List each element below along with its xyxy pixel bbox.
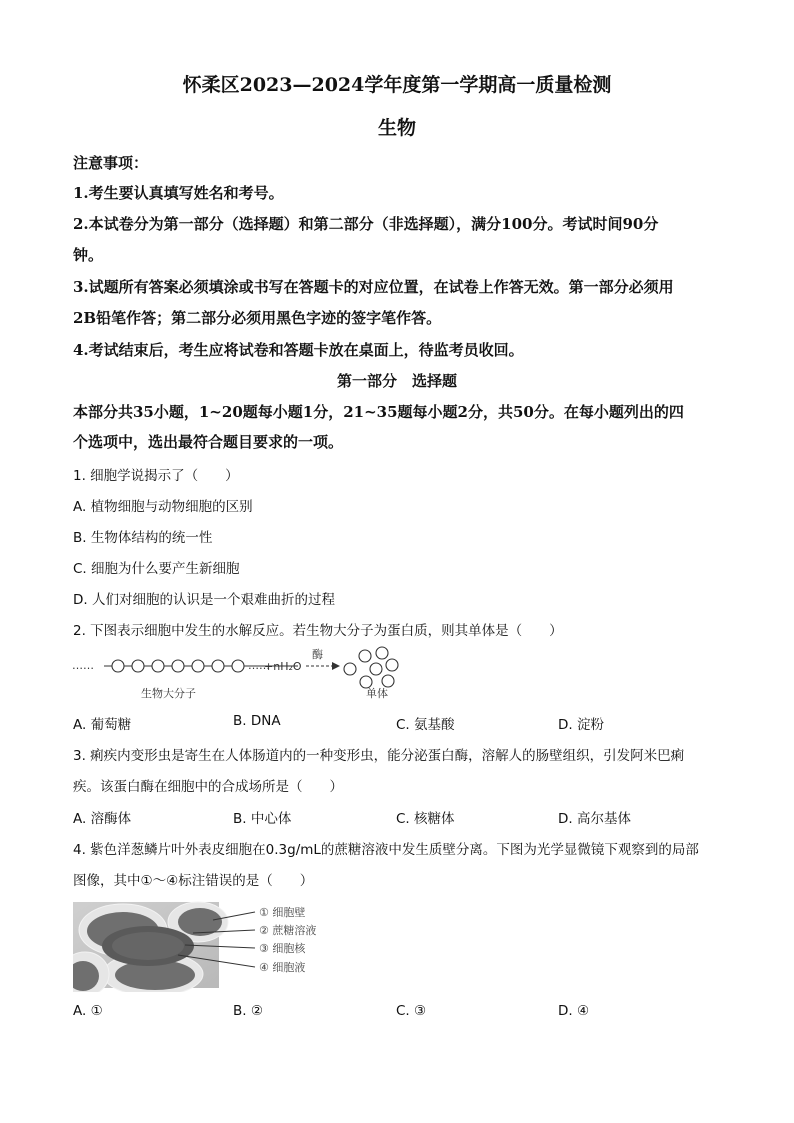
label-sucrose: ② 蔗糖溶液 — [259, 924, 317, 937]
section-intro-line: 本部分共35小题，1~20题每小题1分，21~35题每小题2分，共50分。在每小题列出的四 — [73, 403, 684, 421]
label-cell-wall: ① 细胞壁 — [259, 906, 306, 919]
option-b: B. 中心体 — [233, 811, 292, 827]
question-stem: 4. 紫色洋葱鳞片叶外表皮细胞在0.3g/mL的蔗糖溶液中发生质壁分离。下图为光学显微镜下观察到的局部 — [73, 842, 699, 858]
question-stem: 3. 痢疾内变形虫是寄生在人体肠道内的一种变形虫，能分泌蛋白酶，溶解人的肠壁组织，引发阿米巴痢 — [73, 748, 685, 764]
monomers — [344, 647, 398, 688]
question-stem: 图像，其中①～④标注错误的是（ ） — [73, 873, 314, 889]
macromolecule-label: 生物大分子 — [141, 687, 196, 700]
option-a: A. 溶酶体 — [73, 811, 132, 827]
option-c: C. ③ — [396, 1003, 427, 1019]
option-d: D. 高尔基体 — [558, 811, 631, 827]
note-line: 3.试题所有答案必须填涂或书写在答题卡的对应位置，在试卷上作答无效。第一部分必须用 — [73, 278, 674, 296]
micrograph-figure — [73, 900, 353, 992]
option-c: C. 核糖体 — [396, 811, 455, 827]
hydrolysis-figure — [70, 645, 410, 707]
option-d: D. ④ — [558, 1003, 590, 1019]
option-a: A. 葡萄糖 — [73, 717, 132, 733]
question-stem: 2. 下图表示细胞中发生的水解反应。若生物大分子为蛋白质，则其单体是（ ） — [73, 623, 563, 639]
option-d: D. 人们对细胞的认识是一个艰难曲折的过程 — [73, 592, 335, 608]
note-line: 4.考试结束后，考生应将试卷和答题卡放在桌面上，待监考员收回。 — [73, 341, 524, 359]
option-c: C. 氨基酸 — [396, 717, 455, 733]
option-a: A. ① — [73, 1003, 103, 1019]
dots-label: …… — [72, 659, 94, 672]
monomer-label: 单体 — [366, 687, 388, 700]
note-line: 2B铅笔作答；第二部分必须用黑色字迹的签字笔作答。 — [73, 309, 442, 327]
note-line: 2.本试卷分为第一部分（选择题）和第二部分（非选择题），满分100分。考试时间90分 — [73, 215, 659, 233]
label-cell-sap: ④ 细胞液 — [259, 961, 306, 974]
option-a: A. 植物细胞与动物细胞的区别 — [73, 499, 253, 515]
note-line: 1.考生要认真填写姓名和考号。 — [73, 184, 284, 202]
option-b: B. DNA — [233, 713, 281, 729]
exam-title: 怀柔区2023—2024学年度第一学期高一质量检测 — [182, 74, 612, 96]
section-intro-line: 个选项中，选出最符合题目要求的一项。 — [73, 433, 344, 451]
label-nucleus: ③ 细胞核 — [259, 942, 306, 955]
enzyme-label: 酶 — [312, 648, 323, 661]
option-b: B. 生物体结构的统一性 — [73, 530, 213, 546]
macromolecule-chain — [112, 660, 244, 672]
dots-label: …… — [248, 659, 270, 672]
question-stem: 疾。该蛋白酶在细胞中的合成场所是（ ） — [73, 779, 343, 795]
notes-heading: 注意事项： — [73, 154, 149, 172]
section-title: 第一部分 选择题 — [336, 372, 457, 390]
question-stem: 1. 细胞学说揭示了（ ） — [73, 468, 239, 484]
option-d: D. 淀粉 — [558, 717, 604, 733]
option-c: C. 细胞为什么要产生新细胞 — [73, 561, 240, 577]
water-label: +nH₂O — [264, 660, 302, 673]
option-b: B. ② — [233, 1003, 263, 1019]
note-line: 钟。 — [73, 246, 104, 264]
subject-title: 生物 — [377, 117, 416, 139]
